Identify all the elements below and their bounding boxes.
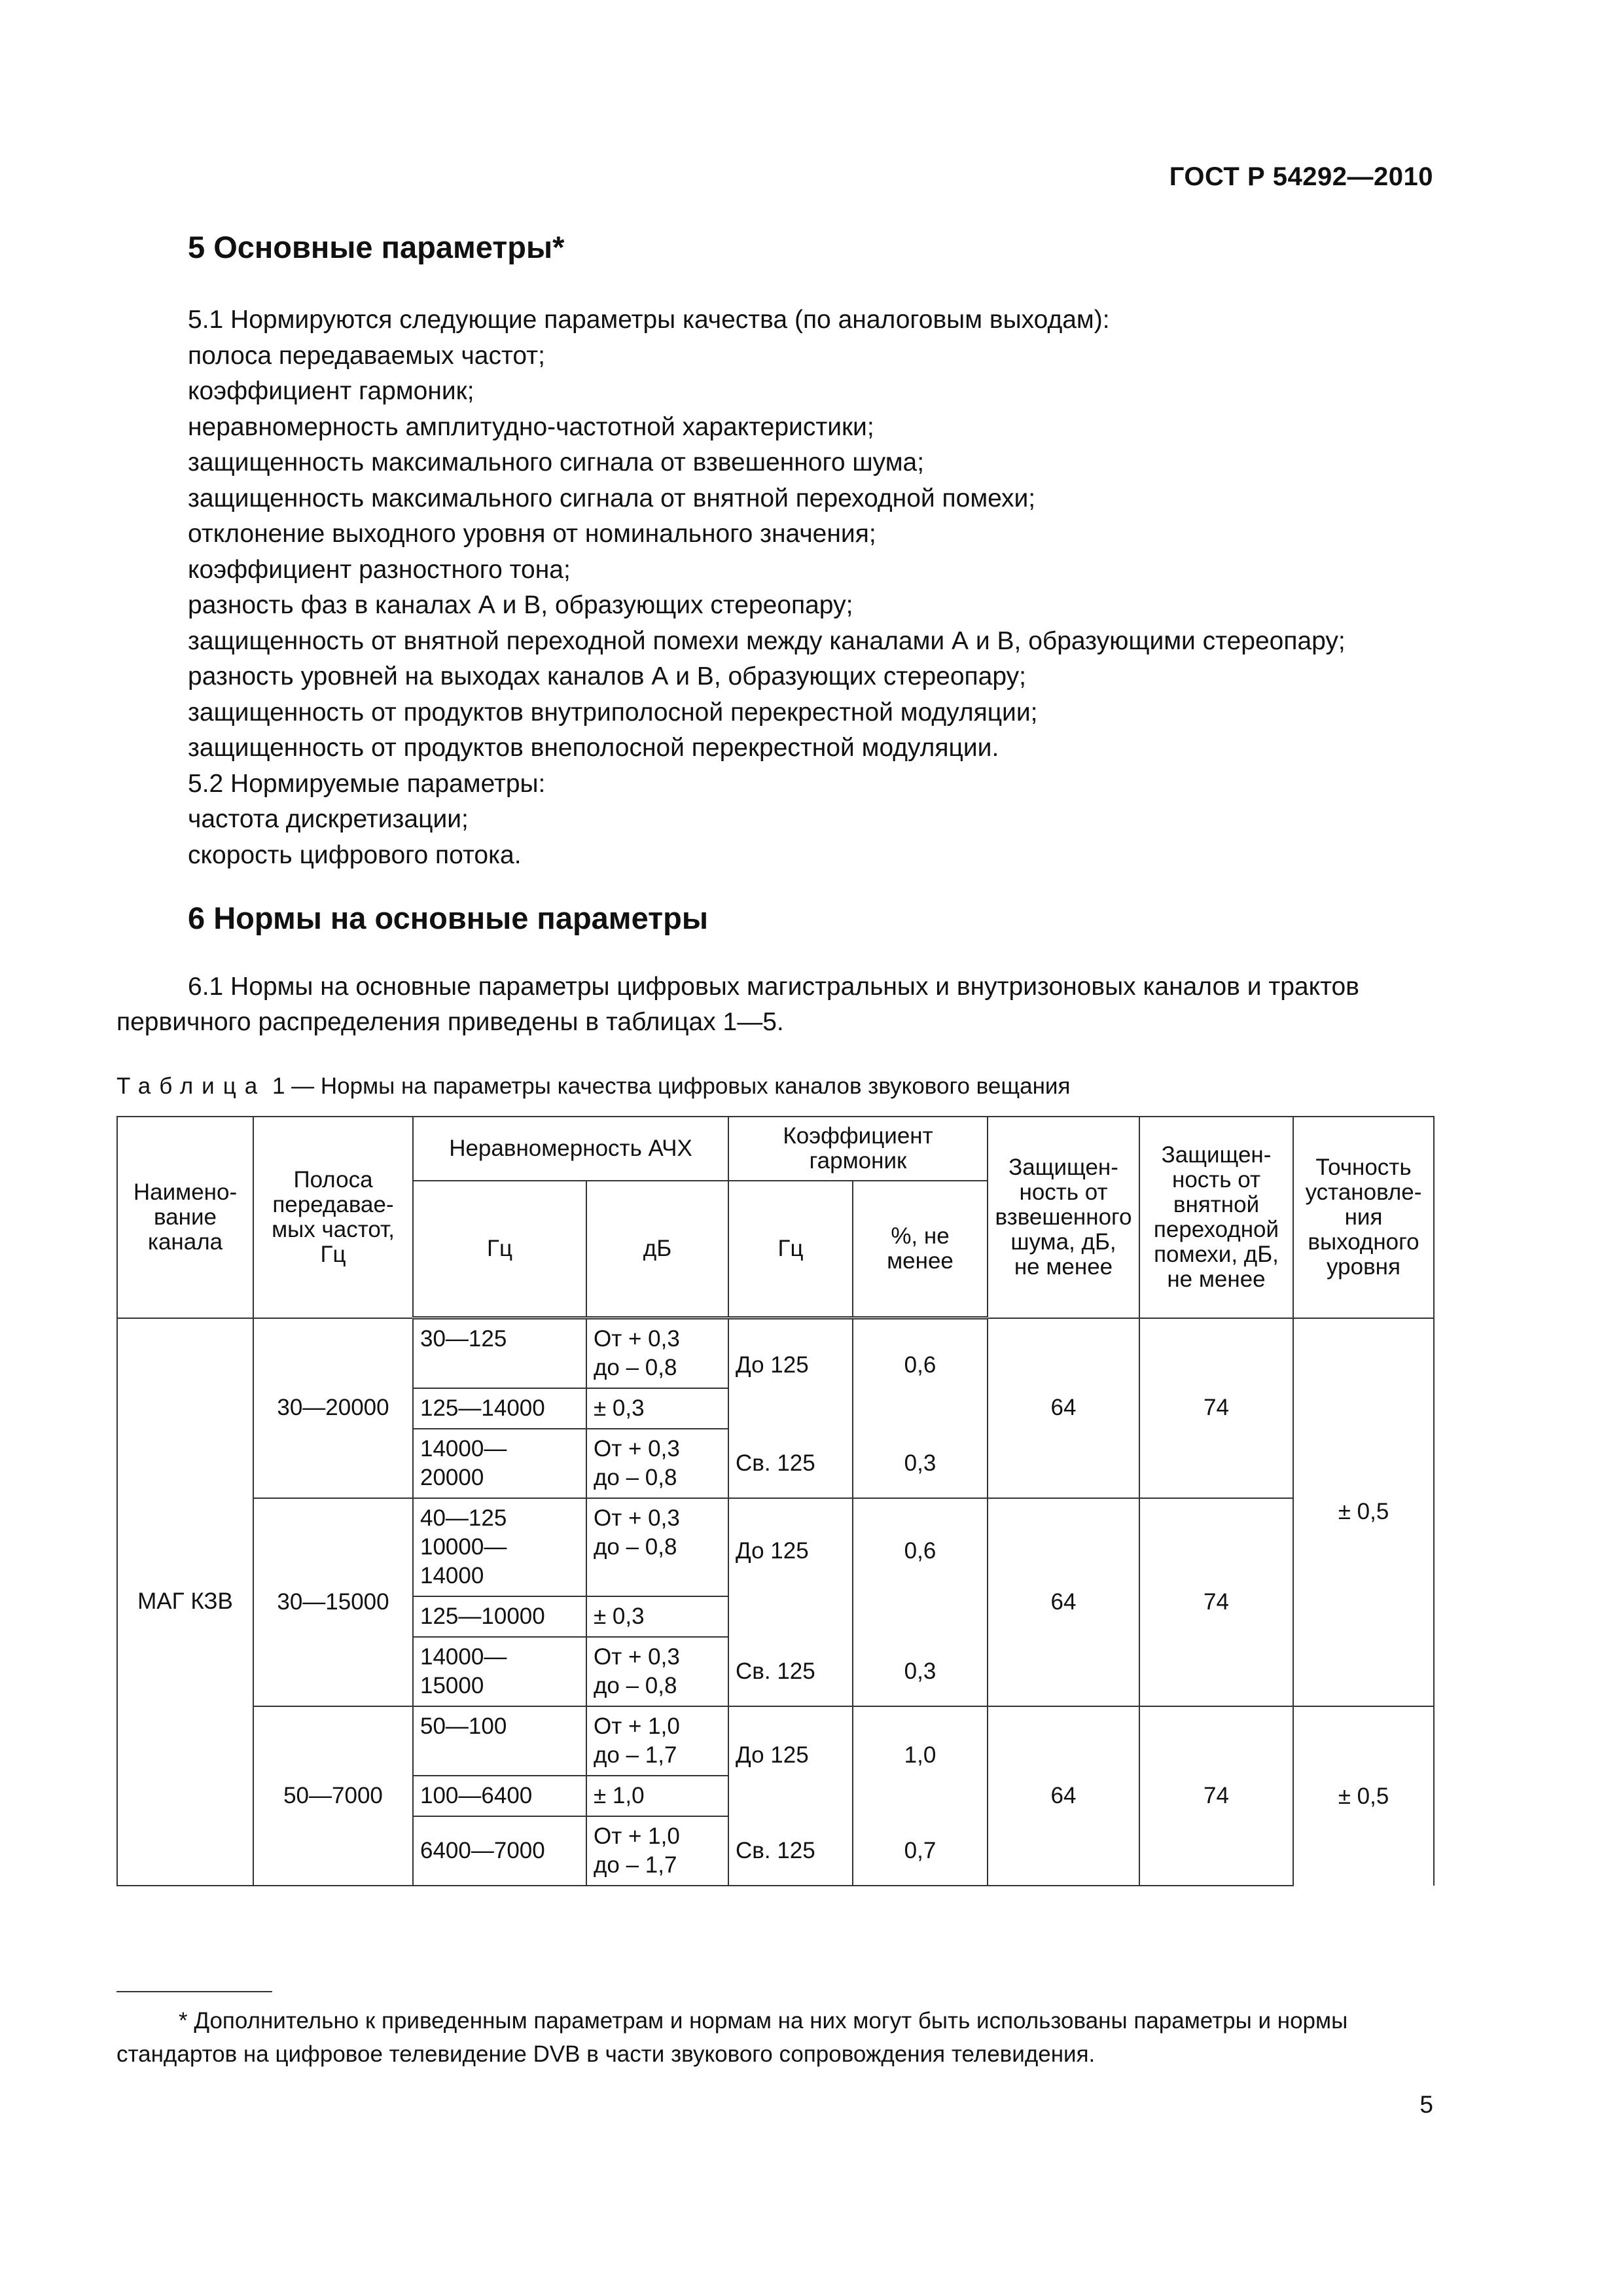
header-hz2: Гц <box>728 1181 853 1318</box>
cell-crosstalk: 74 <box>1139 1498 1293 1706</box>
document-code: ГОСТ Р 54292—2010 <box>1169 162 1433 191</box>
cell-freq: 50—100 <box>413 1706 586 1776</box>
cell-freq: 100—6400 <box>413 1776 586 1816</box>
cell-channel: МАГ КЗВ <box>117 1318 253 1886</box>
footnote-rule <box>116 1991 272 1992</box>
list-item: отклонение выходного уровня от номинального значения; <box>188 520 876 548</box>
section-6-heading: 6 Нормы на основные параметры <box>188 901 708 935</box>
header-percent: %, не менее <box>853 1181 988 1318</box>
list-item: неравномерность амплитудно-частотной характеристики; <box>188 412 874 441</box>
cell-db: От + 1,0 до – 1,7 <box>586 1816 728 1886</box>
cell-freq: 30—125 <box>413 1318 586 1389</box>
cell-db: От + 0,3 до – 0,8 <box>586 1637 728 1706</box>
cell-freq: 14000— 20000 <box>413 1429 586 1498</box>
list-item: защищенность от продуктов внеполосной перекрестной модуляции. <box>188 734 999 762</box>
cell-accuracy: ± 0,5 <box>1293 1318 1434 1707</box>
section-5-heading: 5 Основные параметры* <box>188 230 565 264</box>
cell-harm-hz: До 125 <box>728 1706 853 1816</box>
header-hz: Гц <box>413 1181 586 1318</box>
cell-db: От + 1,0 до – 1,7 <box>586 1706 728 1776</box>
table-caption <box>116 1073 1070 1100</box>
header-band: Полоса передавае- мых частот, Гц <box>253 1117 413 1318</box>
cell-harm-pct: 0,7 <box>853 1816 988 1886</box>
list-item: коэффициент гармоник; <box>188 377 474 405</box>
header-noise: Защищен- ность от взвешенного шума, дБ, не менее <box>988 1117 1139 1318</box>
cell-harm-pct: 0,3 <box>853 1429 988 1498</box>
list-item: защищенность максимального сигнала от внятной переходной помехи; <box>188 484 1036 512</box>
table-caption-label: Таблица <box>116 1073 266 1099</box>
list-item: защищенность максимального сигнала от взвешенного шума; <box>188 448 925 476</box>
cell-freq: 125—14000 <box>413 1388 586 1429</box>
cell-db: ± 1,0 <box>586 1776 728 1816</box>
header-unevenness: Неравномерность АЧХ <box>413 1117 728 1181</box>
cell-harm-hz: До 125 <box>728 1498 853 1637</box>
cell-crosstalk: 74 <box>1139 1706 1293 1886</box>
cell-db: ± 0,3 <box>586 1596 728 1637</box>
cell-freq: 14000— 15000 <box>413 1637 586 1706</box>
table-row <box>117 1498 1434 1596</box>
header-db: дБ <box>586 1181 728 1318</box>
cell-harm-hz: До 125 <box>728 1318 853 1429</box>
cell-band: 50—7000 <box>253 1706 413 1886</box>
table-caption-text: 1 — Нормы на параметры качества цифровых каналов звукового вещания <box>266 1073 1071 1099</box>
list-item: разность уровней на выходах каналов А и В, образующих стереопару; <box>188 662 1026 691</box>
cell-harm-pct: 1,0 <box>853 1706 988 1816</box>
cell-accuracy: ± 0,5 <box>1293 1706 1434 1886</box>
list-item: разность фаз в каналах А и В, образующих стереопару; <box>188 591 853 619</box>
cell-harm-hz: Св. 125 <box>728 1429 853 1498</box>
header-accuracy: Точность установле- ния выходного уровня <box>1293 1117 1434 1318</box>
page-number: 5 <box>1419 2091 1433 2118</box>
cell-noise: 64 <box>988 1706 1139 1886</box>
header-crosstalk: Защищен- ность от внятной переходной помехи, дБ, не менее <box>1139 1117 1293 1318</box>
list-item: защищенность от продуктов внутриполосной перекрестной модуляции; <box>188 698 1038 726</box>
list-item: 5.1 Нормируются следующие параметры качества (по аналоговым выходам): <box>188 306 1110 334</box>
list-item: коэффициент разностного тона; <box>188 555 571 584</box>
cell-harm-pct: 0,3 <box>853 1637 988 1706</box>
header-channel: Наимено- вание канала <box>117 1117 253 1318</box>
cell-harm-hz: Св. 125 <box>728 1816 853 1886</box>
cell-freq: 125—10000 <box>413 1596 586 1637</box>
list-item: 5.2 Нормируемые параметры: <box>188 769 546 798</box>
list-item: полоса передаваемых частот; <box>188 341 545 370</box>
cell-db: От + 0,3 до – 0,8 <box>586 1498 728 1596</box>
list-item: защищенность от внятной переходной помехи между каналами А и В, образующими стереопару; <box>188 626 1346 655</box>
table-row <box>117 1318 1434 1389</box>
table-row <box>117 1706 1434 1776</box>
cell-freq: 40—125 10000— 14000 <box>413 1498 586 1596</box>
section-5-body <box>188 302 1440 873</box>
cell-db: От + 0,3 до – 0,8 <box>586 1318 728 1389</box>
norms-table <box>116 1116 1435 1886</box>
cell-band: 30—20000 <box>253 1318 413 1499</box>
cell-freq: 6400—7000 <box>413 1816 586 1886</box>
footnote: * Дополнительно к приведенным параметрам и нормам на них могут быть использованы параметры и нормы стандартов на цифровое телевидение DVB в части звукового сопровождения телевидения. <box>116 2008 1348 2067</box>
cell-harm-pct: 0,6 <box>853 1498 988 1637</box>
list-item: скорость цифрового потока. <box>188 840 522 869</box>
cell-noise: 64 <box>988 1498 1139 1706</box>
cell-db: От + 0,3 до – 0,8 <box>586 1429 728 1498</box>
list-item: частота дискретизации; <box>188 805 469 833</box>
cell-db: ± 0,3 <box>586 1388 728 1429</box>
cell-harm-hz: Св. 125 <box>728 1637 853 1706</box>
header-harmonic: Коэффициент гармоник <box>728 1117 988 1181</box>
cell-crosstalk: 74 <box>1139 1318 1293 1499</box>
section-6-paragraph: 6.1 Нормы на основные параметры цифровых магистральных и внутризоновых каналов и трактов первичного распределения приведены в таблицах 1—5. <box>116 973 1359 1036</box>
cell-harm-pct: 0,6 <box>853 1318 988 1429</box>
cell-band: 30—15000 <box>253 1498 413 1706</box>
cell-noise: 64 <box>988 1318 1139 1499</box>
